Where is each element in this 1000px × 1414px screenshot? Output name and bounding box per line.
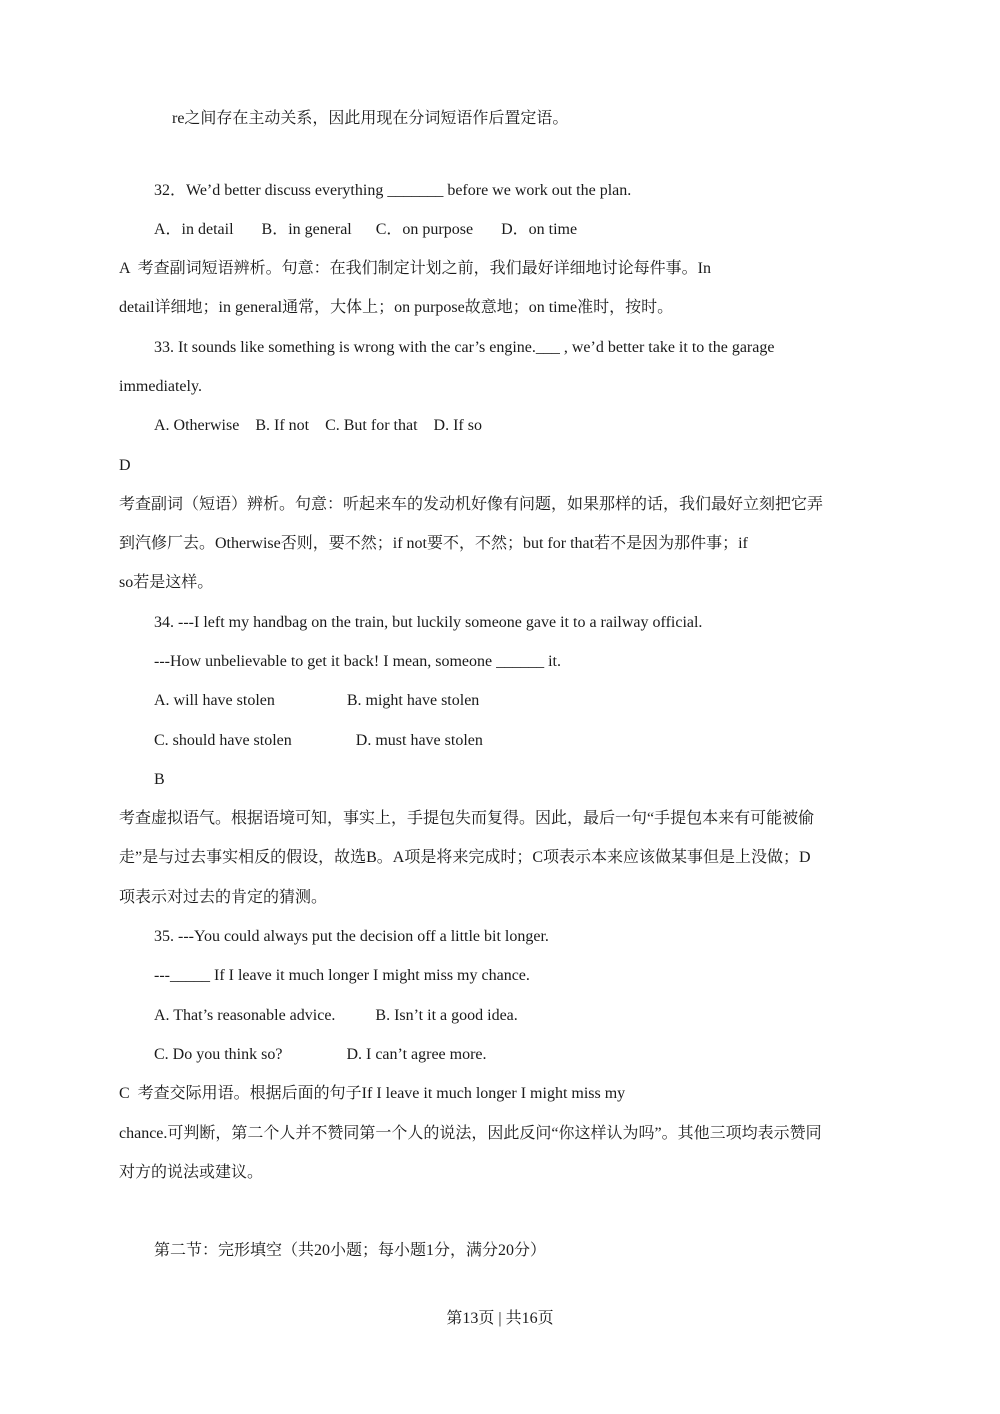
text-line: re之间存在主动关系，因此用现在分词短语作后置定语。 (172, 110, 569, 127)
question-32: 32．We’d better discuss everything _______ before we work out the plan. (154, 182, 632, 199)
explanation-line: 到汽修厂去。Otherwise否则，要不然；if not要不，不然；but for that若不是因为那件事；if (119, 535, 748, 552)
explanation-line: so若是这样。 (119, 574, 214, 591)
question-35: 35. ---You could always put the decision off a little bit longer. (154, 928, 549, 945)
question-34-reply: ---How unbelievable to get it back! I mean, someone ______ it. (154, 653, 561, 670)
explanation-line: C 考查交际用语。根据后面的句子If I leave it much longer I might miss my (119, 1085, 626, 1102)
explanation-line: 考查虚拟语气。根据语境可知，事实上，手提包失而复得。因此，最后一句“手提包本来有可能被偷 (119, 810, 815, 827)
options-34-ab: A. will have stolen B. might have stolen (154, 692, 480, 709)
options-35-ab: A. That’s reasonable advice. B. Isn’t it a good idea. (154, 1007, 518, 1024)
options-35-cd: C. Do you think so? D. I can’t agree more. (154, 1046, 487, 1063)
question-34: 34. ---I left my handbag on the train, but luckily someone gave it to a railway official. (154, 614, 703, 631)
question-33: 33. It sounds like something is wrong with the car’s engine.___ , we’d better take it to the garage (154, 339, 775, 356)
question-35-reply: ---_____ If I leave it much longer I might miss my chance. (154, 967, 530, 984)
options-34-cd: C. should have stolen D. must have stolen (154, 732, 483, 749)
page-footer: 第13页 | 共16页 (446, 1310, 554, 1327)
question-33-cont: immediately. (119, 378, 202, 395)
options-32: A．in detail B．in general C．on purpose D．on time (154, 221, 578, 238)
explanation-line: chance.可判断，第二个人并不赞同第一个人的说法，因此反问“你这样认为吗”。其他三项均表示赞同 (119, 1125, 822, 1142)
answer-34: B (154, 771, 165, 788)
explanation-line: 考查副词（短语）辨析。句意：听起来车的发动机好像有问题，如果那样的话，我们最好立刻把它弄 (119, 496, 824, 513)
options-33: A. Otherwise B. If not C. But for that D. If so (154, 417, 482, 434)
explanation-line: A 考查副词短语辨析。句意：在我们制定计划之前，我们最好详细地讨论每件事。In (119, 260, 712, 277)
answer-33: D (119, 457, 131, 474)
explanation-line: detail详细地；in general通常，大体上；on purpose故意地；on time准时，按时。 (119, 299, 674, 316)
explanation-line: 项表示对过去的肯定的猜测。 (119, 889, 328, 906)
section-heading: 第二节：完形填空（共20小题；每小题1分，满分20分） (154, 1242, 547, 1259)
explanation-line: 走”是与过去事实相反的假设，故选B。A项是将来完成时；C项表示本来应该做某事但是上没做；D (119, 849, 811, 866)
explanation-line: 对方的说法或建议。 (119, 1164, 264, 1181)
